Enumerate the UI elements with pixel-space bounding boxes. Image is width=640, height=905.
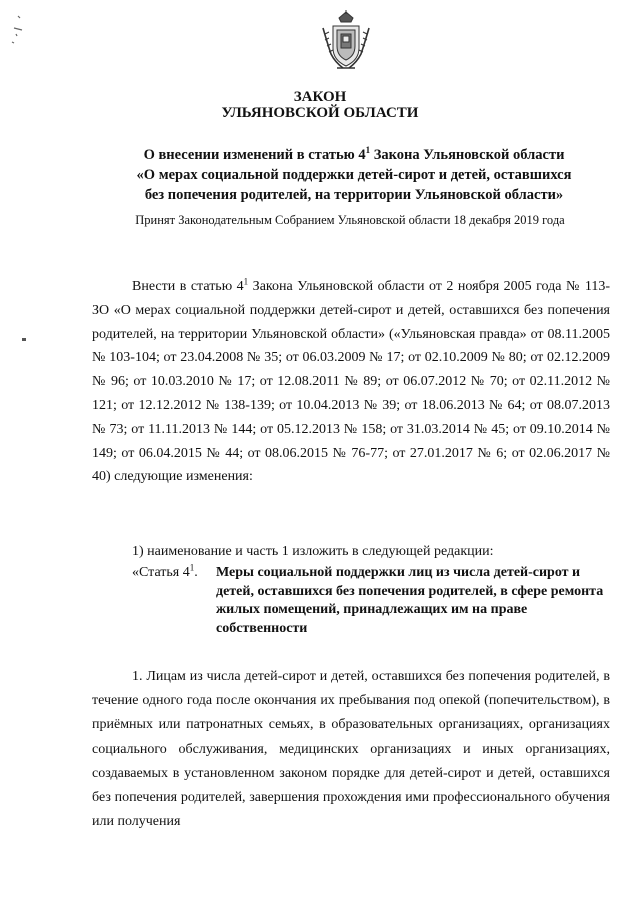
subject-line-3: без попечения родителей, на территории Ульяновской области» <box>144 187 564 203</box>
region-heading: УЛЬЯНОВСКОЙ ОБЛАСТИ <box>221 105 419 121</box>
article-number: «Статья $4^1$. <box>132 562 198 580</box>
adoption-note: Принят Законодательным Собранием Ульяновской области 18 декабря 2019 года <box>135 213 565 227</box>
intro-paragraph: Внести в статью $4^1$ Закона Ульяновской области от 2 ноября 2005 года № 113-ЗО «О мерах социальной поддержки детей-сирот и детей, оставшихся без попечения родителей, на территории Ульяновской области» («Ульяновская правда» от 08.11.2005 № 103-104; от 23.04.2008 № 35; от 06.03.2009 № 17; от 02.10.2009 № 80; от 02.12.2009 № 96; от 10.03.2010 № 17; от 12.08.2011 № 89; от 06.07.2012 № 70; от 02.11.2012 № 121; от 12.12.2012 № 138-139; от 10.04.2013 № 39; от 18.06.2013 № 64; от 08.07.2013 № 73; от 11.11.2013 № 144; от 05.12.2013 № 158; от 31.03.2014 № 45; от 09.10.2014 № 149; от 06.04.2015 № 44; от 08.06.2015 № 76-77; от 27.01.2017 № 6; от 02.06.2017 № 40) следующие изменения: <box>92 276 610 485</box>
article-point-1: 1. Лицам из числа детей-сирот и детей, оставшихся без попечения родителей, в течение одного года после окончания их пребывания под опекой (попечительством), в приёмных или патронатных семьях, в образовательных организациях, организациях социального обслуживания, медицинских организациях и иных организациях, создаваемых в установленном законом порядке для детей-сирот и детей, оставшихся без попечения родителей, завершения прохождения ими профессионального обучения или получения <box>92 669 610 830</box>
subject-line-2: «О мерах социальной поддержки детей-сирот и детей, оставшихся <box>136 167 572 183</box>
article-title: Меры социальной поддержки лиц из числа детей-сирот и детей, оставшихся без попечения родителей, в сфере ремонта жилых помещений, принадлежащих им на праве собственности <box>216 565 604 636</box>
subject-line-1: О внесении изменений в статью $4^1$ Закона Ульяновской области <box>143 145 565 163</box>
scan-artifact-icon <box>8 12 30 52</box>
coat-of-arms-icon <box>319 8 373 72</box>
law-subject-title <box>100 145 608 205</box>
scan-dot <box>22 338 26 341</box>
amendment-item-1: 1) наименование и часть 1 изложить в следующей редакции: <box>132 544 494 559</box>
document-type-heading: ЗАКОН <box>293 89 347 105</box>
